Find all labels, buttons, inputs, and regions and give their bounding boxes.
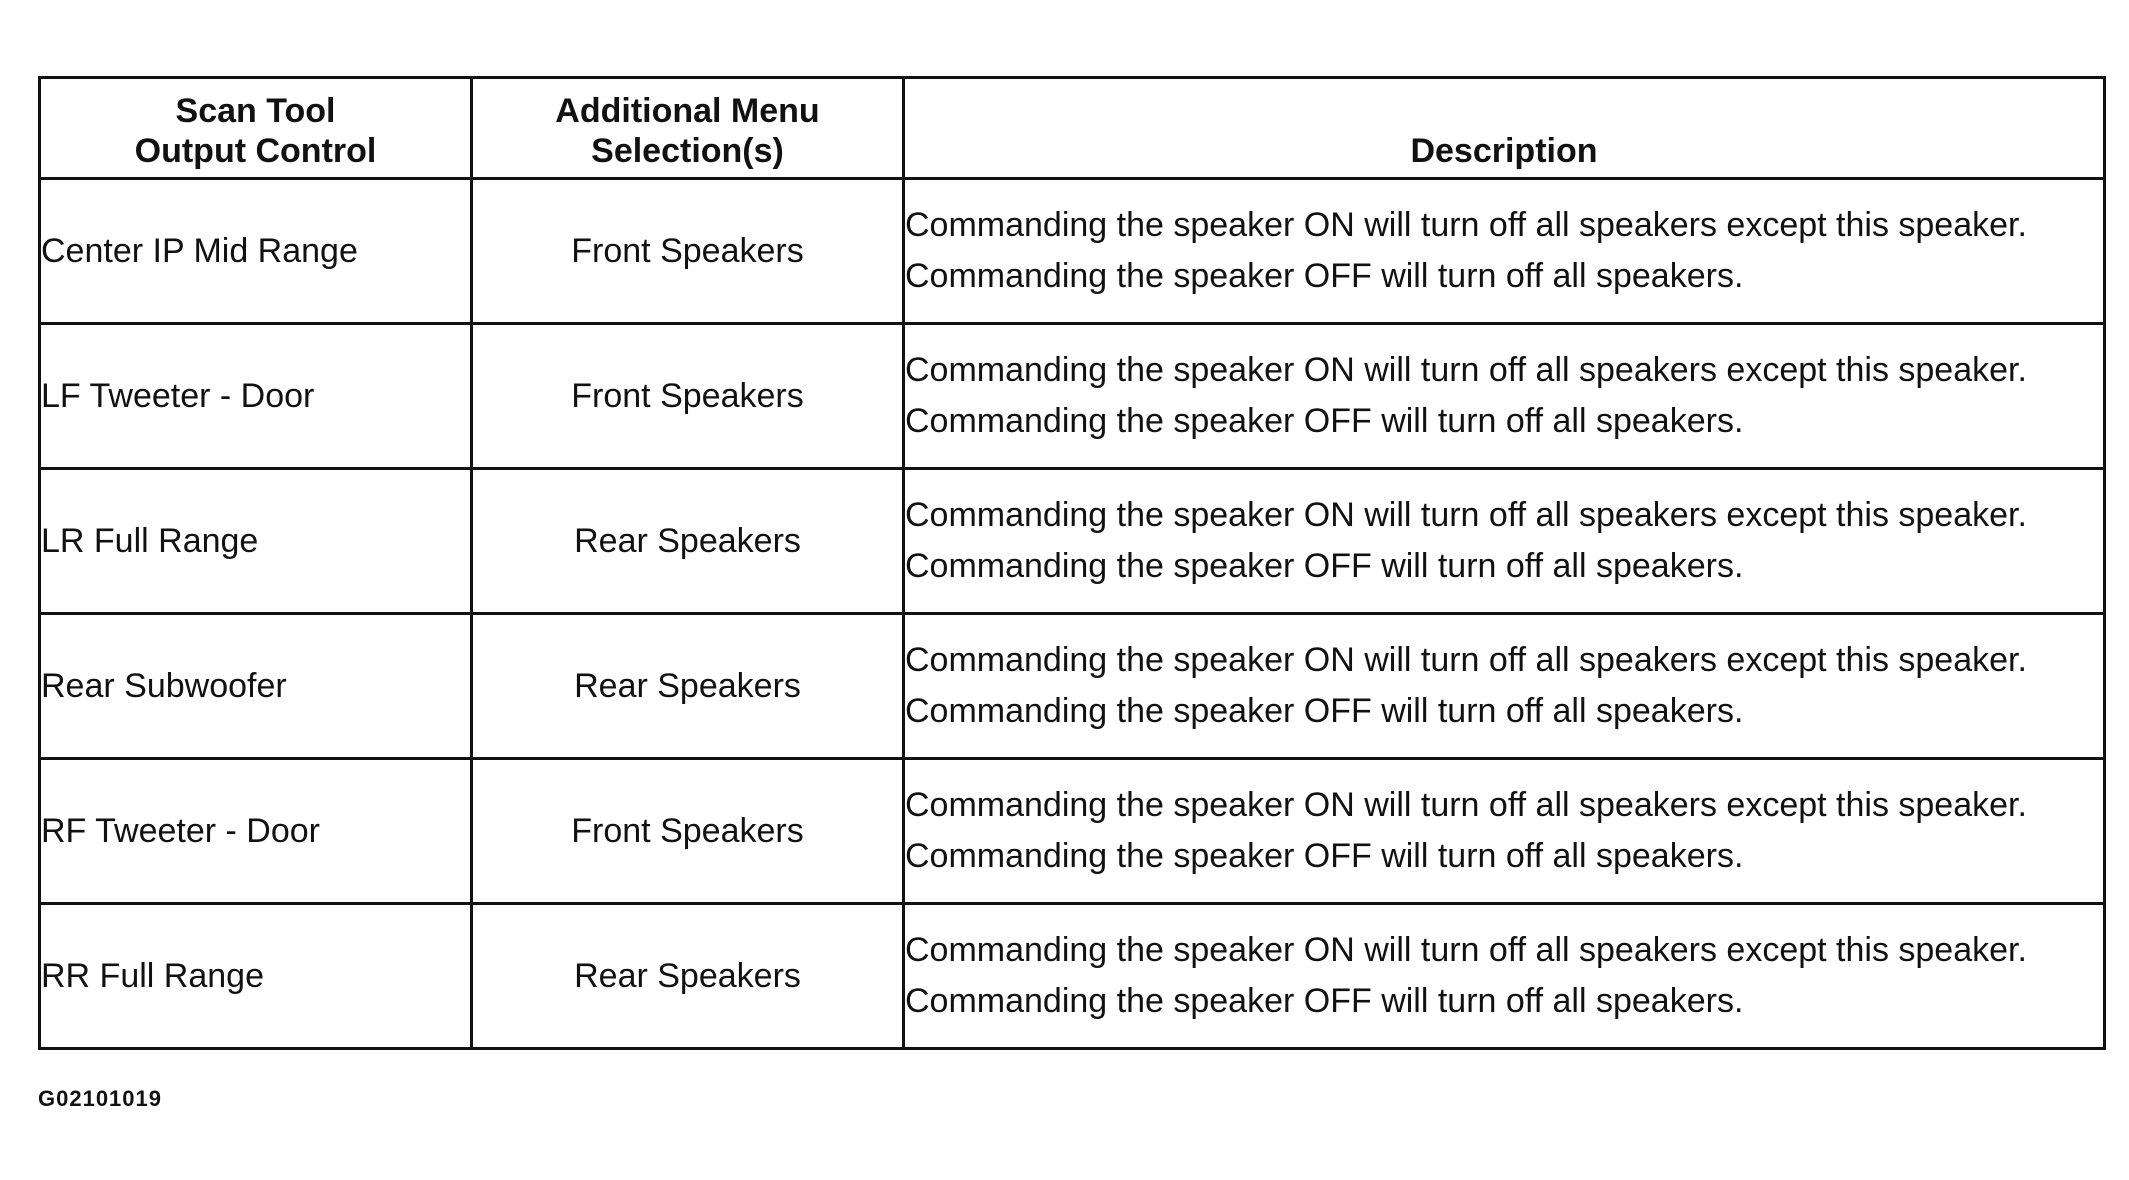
cell-output-control: RR Full Range [40,904,472,1049]
header-menu-selection-line-1: Additional Menu [555,92,820,130]
cell-menu-selection: Front Speakers [472,179,904,324]
cell-output-control: Rear Subwoofer [40,614,472,759]
header-menu-selection-line-2: Selection(s) [591,132,784,170]
table-row [40,759,2105,904]
description-off-text: Commanding the speaker OFF will turn off all speakers. [905,692,1744,730]
description-on-text: Commanding the speaker ON will turn off all speakers except this speaker. [905,206,2027,244]
description-off-text: Commanding the speaker OFF will turn off all speakers. [905,402,1744,440]
description-off-text: Commanding the speaker OFF will turn off all speakers. [905,982,1744,1020]
description-on-text: Commanding the speaker ON will turn off all speakers except this speaker. [905,641,2027,679]
description-on-text: Commanding the speaker ON will turn off all speakers except this speaker. [905,496,2027,534]
table-row [40,614,2105,759]
cell-description [904,759,2105,904]
cell-description [904,904,2105,1049]
cell-output-control: RF Tweeter - Door [40,759,472,904]
cell-menu-selection: Rear Speakers [472,469,904,614]
table-row [40,324,2105,469]
cell-output-control: LR Full Range [40,469,472,614]
figure-id-label: G02101019 [38,1086,162,1111]
header-output-control-line-1: Scan Tool [175,92,336,130]
cell-output-control: LF Tweeter - Door [40,324,472,469]
description-on-text: Commanding the speaker ON will turn off all speakers except this speaker. [905,786,2027,824]
scan-tool-output-table-container [38,76,2103,1050]
description-off-text: Commanding the speaker OFF will turn off all speakers. [905,257,1744,295]
cell-description [904,324,2105,469]
cell-output-control: Center IP Mid Range [40,179,472,324]
cell-menu-selection: Front Speakers [472,759,904,904]
description-off-text: Commanding the speaker OFF will turn off all speakers. [905,837,1744,875]
description-off-text: Commanding the speaker OFF will turn off all speakers. [905,547,1744,585]
cell-description [904,614,2105,759]
description-on-text: Commanding the speaker ON will turn off all speakers except this speaker. [905,351,2027,389]
header-output-control-line-2: Output Control [134,132,377,170]
table-row [40,179,2105,324]
table-row [40,904,2105,1049]
table-header-row [40,78,2105,179]
header-menu-selection [472,78,904,179]
header-description: Description [904,78,2105,179]
cell-menu-selection: Rear Speakers [472,614,904,759]
cell-menu-selection: Front Speakers [472,324,904,469]
table-row [40,469,2105,614]
scan-tool-output-table [38,76,2106,1050]
cell-description [904,179,2105,324]
cell-description [904,469,2105,614]
description-on-text: Commanding the speaker ON will turn off all speakers except this speaker. [905,931,2027,969]
cell-menu-selection: Rear Speakers [472,904,904,1049]
header-output-control [40,78,472,179]
